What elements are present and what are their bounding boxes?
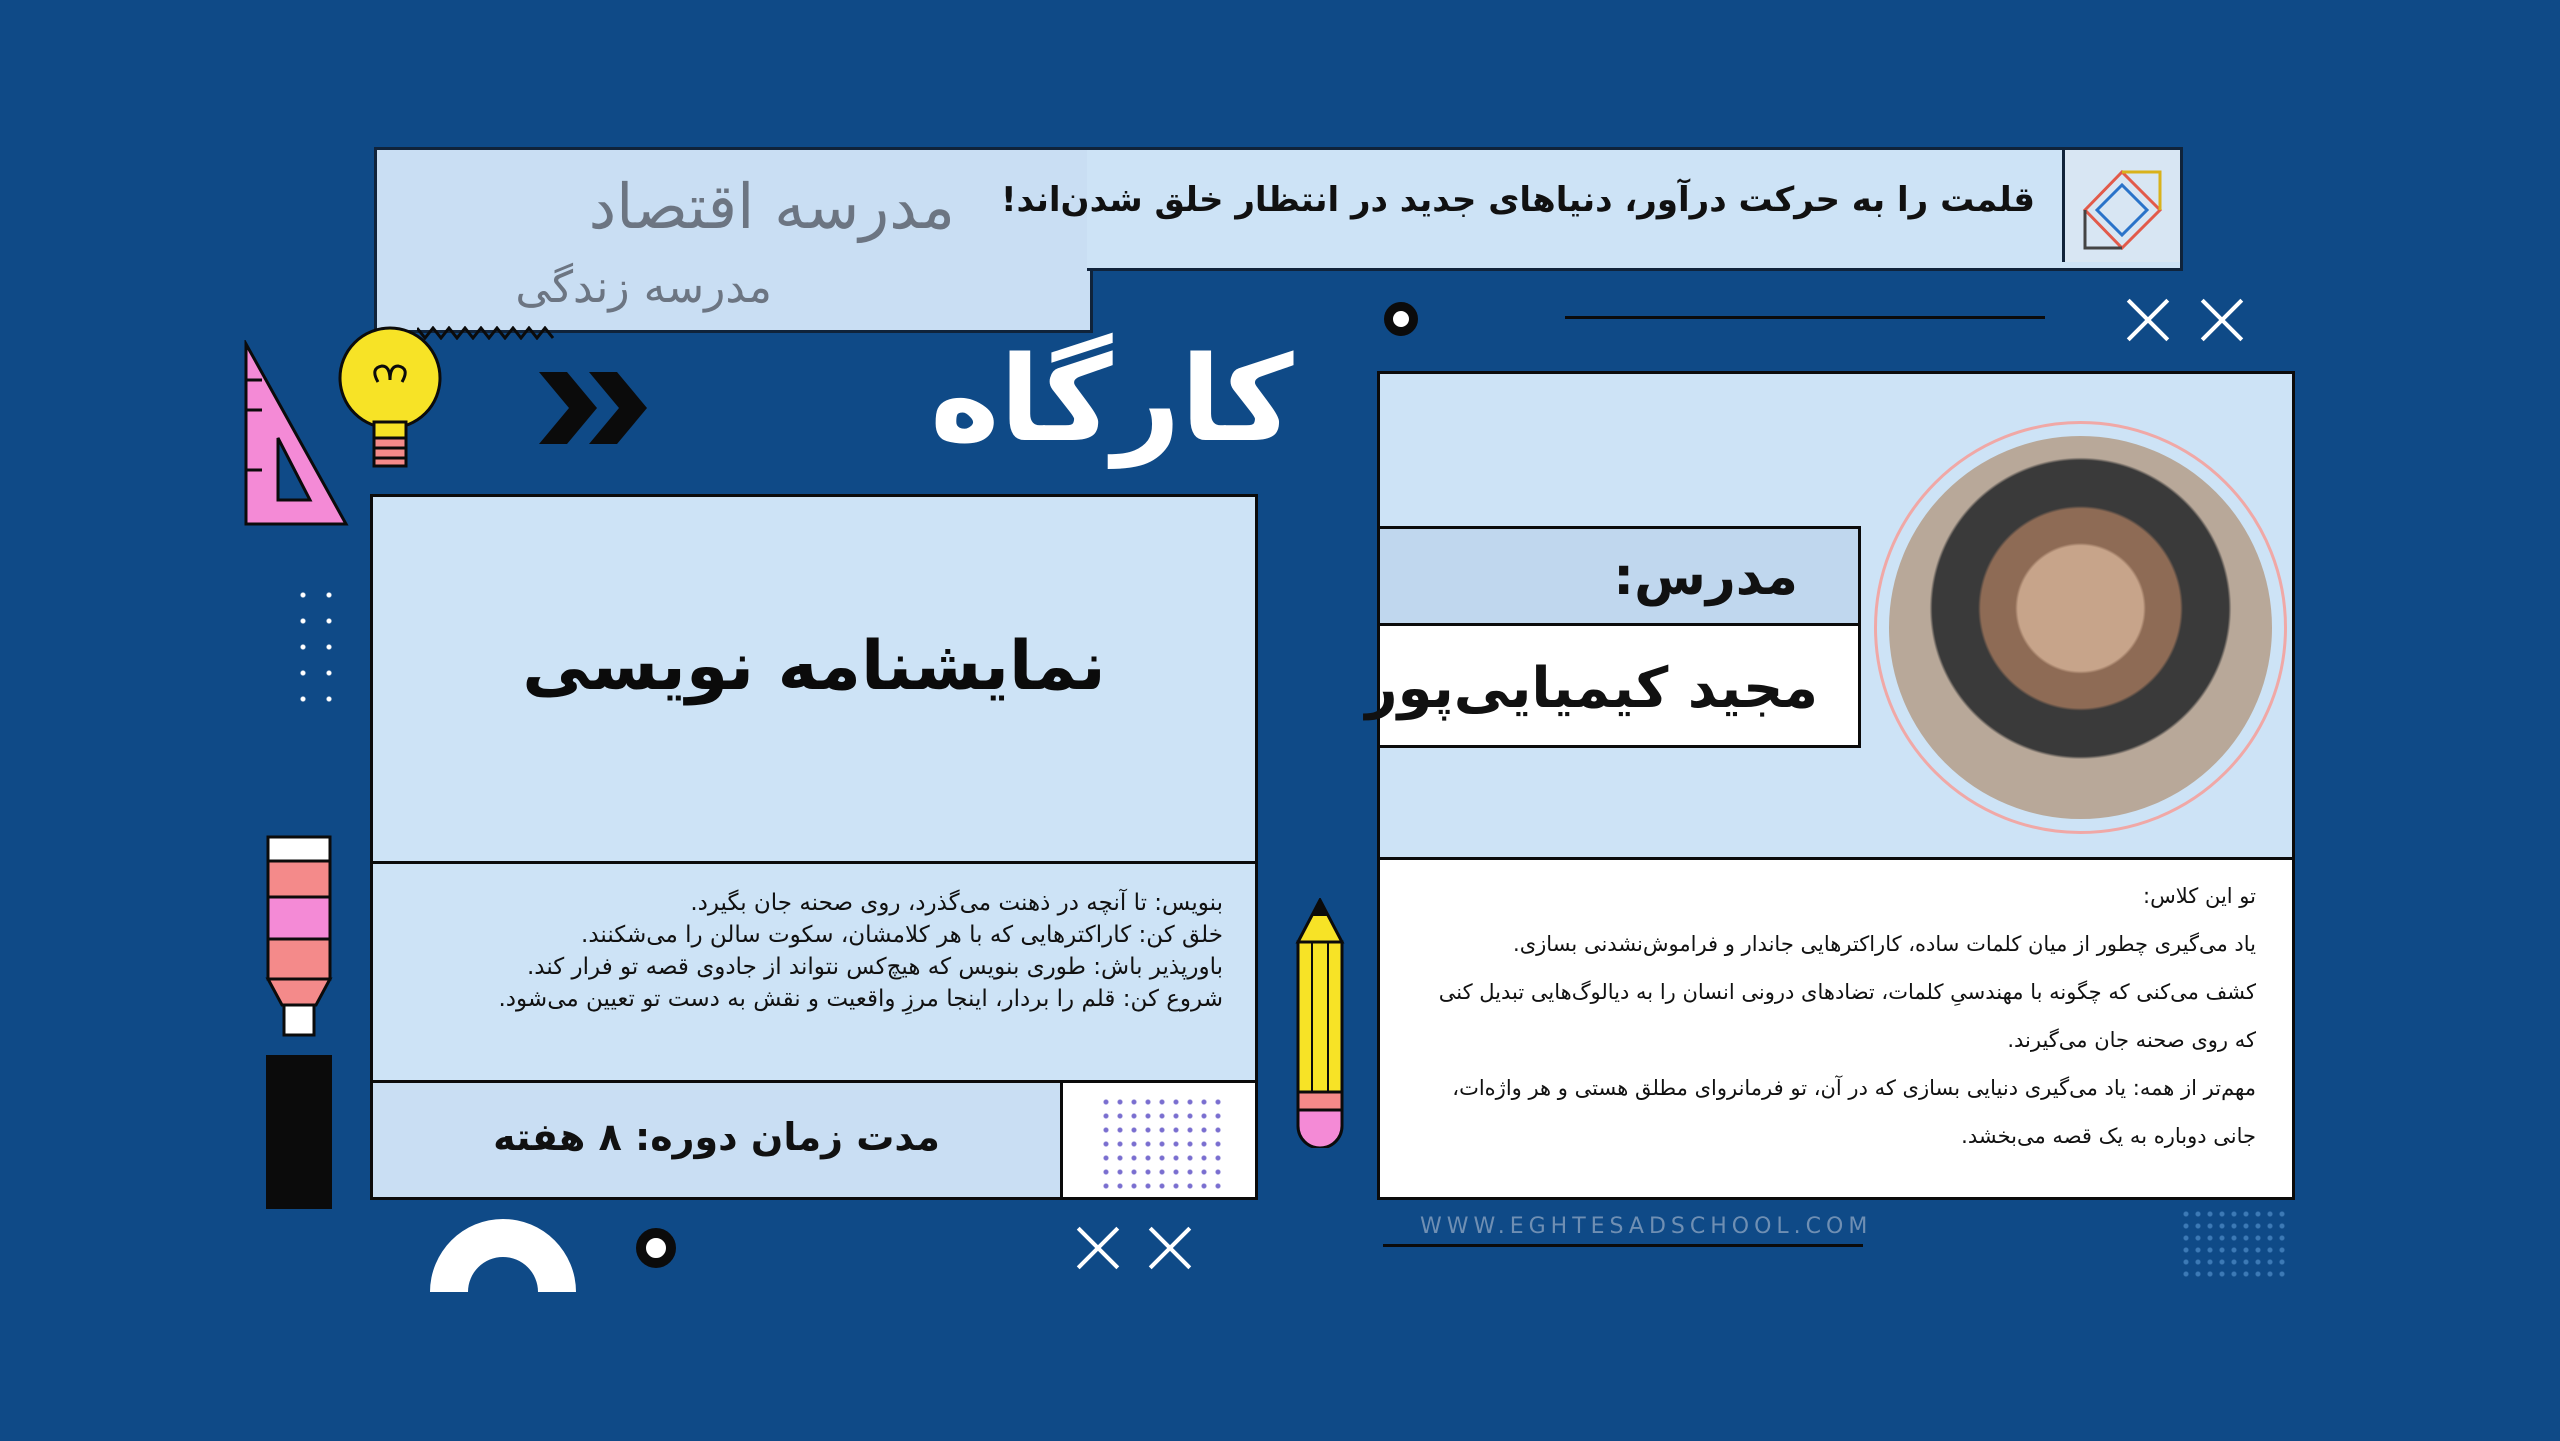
ring-decoration	[636, 1228, 676, 1268]
dot-grid-decoration	[2180, 1208, 2290, 1280]
logo-title: مدرسه اقتصاد	[588, 170, 955, 243]
description-line: شروع کن: قلم را بردار، اینجا مرزِ واقعیت و نقش به دست تو تعیین می‌شود.	[498, 986, 1223, 1012]
brand-emblem-icon	[2062, 150, 2180, 262]
cross-icon	[1076, 1226, 1120, 1270]
workshop-title: کارگاه	[930, 330, 1294, 468]
class-info-line: که روی صحنه جان می‌گیرند.	[2007, 1028, 2256, 1052]
cross-icon	[2126, 298, 2170, 342]
description-line: خلق کن: کاراکترهایی که با هر کلامشان، سکوت سالن را می‌شکنند.	[581, 922, 1223, 948]
description-line: بنویس: تا آنچه در ذهنت می‌گذرد، روی صحنه جان بگیرد.	[690, 890, 1223, 916]
double-chevron-icon	[535, 368, 655, 448]
teacher-photo	[1889, 436, 2272, 819]
course-duration: مدت زمان دوره: ۸ هفته	[493, 1115, 940, 1159]
course-title-panel	[370, 494, 1258, 864]
duration-panel	[370, 1080, 1063, 1200]
arch-decoration	[430, 1218, 576, 1292]
ring-decoration	[1384, 302, 1418, 336]
divider-line	[1565, 316, 2045, 319]
logo-subtitle: مدرسه زندگی	[515, 262, 772, 313]
logo-panel	[374, 147, 1093, 333]
teacher-name: مجید کیمیایی‌پور	[1365, 656, 1818, 721]
class-info-panel	[1377, 857, 2295, 1200]
course-title: نمایشنامه نویسی	[522, 627, 1106, 706]
url-underline	[1383, 1244, 1863, 1247]
pencil-icon	[1292, 898, 1348, 1148]
cross-icon	[1148, 1226, 1192, 1270]
tagline-text: قلمت را به حرکت درآور، دنیاهای جدید در انتظار خلق شدن‌اند!	[1000, 180, 2035, 220]
class-info-line: کشف می‌کنی که چگونه با مهندسیِ کلمات، تضادهای درونی انسان را به دیالوگ‌هایی تبدیل کنی	[1438, 980, 2256, 1004]
teacher-label: مدرس:	[1613, 547, 1798, 607]
class-info-line: مهم‌تر از همه: یاد می‌گیری دنیایی بسازی که در آن، تو فرمانروای مطلق هستی و هر واژه‌ات،	[1452, 1076, 2256, 1100]
description-line: باورپذیر باش: طوری بنویس که هیچ‌کس نتواند از جادوی قصه تو فرار کند.	[526, 954, 1223, 980]
website-url[interactable]: WWW.EGHTESADSCHOOL.COM	[1420, 1214, 1873, 1239]
marker-icon	[264, 833, 334, 1213]
cross-icon	[2200, 298, 2244, 342]
lightbulb-icon	[334, 322, 446, 482]
tagline-banner	[1000, 147, 2183, 271]
course-description-panel	[370, 861, 1258, 1083]
teacher-photo-frame	[1874, 421, 2287, 834]
dot-pattern	[1099, 1095, 1229, 1191]
dotted-panel	[1060, 1080, 1258, 1200]
class-info-line: یاد می‌گیری چطور از میان کلمات ساده، کاراکترهایی جاندار و فراموش‌نشدنی بسازی.	[1513, 932, 2256, 956]
teacher-label-panel	[1377, 526, 1861, 626]
class-info-line: تو این کلاس:	[2143, 884, 2256, 908]
teacher-name-panel	[1365, 623, 1861, 748]
class-info-line: جانی دوباره به یک قصه می‌بخشد.	[1961, 1124, 2256, 1148]
dot-grid-decoration	[290, 582, 342, 722]
